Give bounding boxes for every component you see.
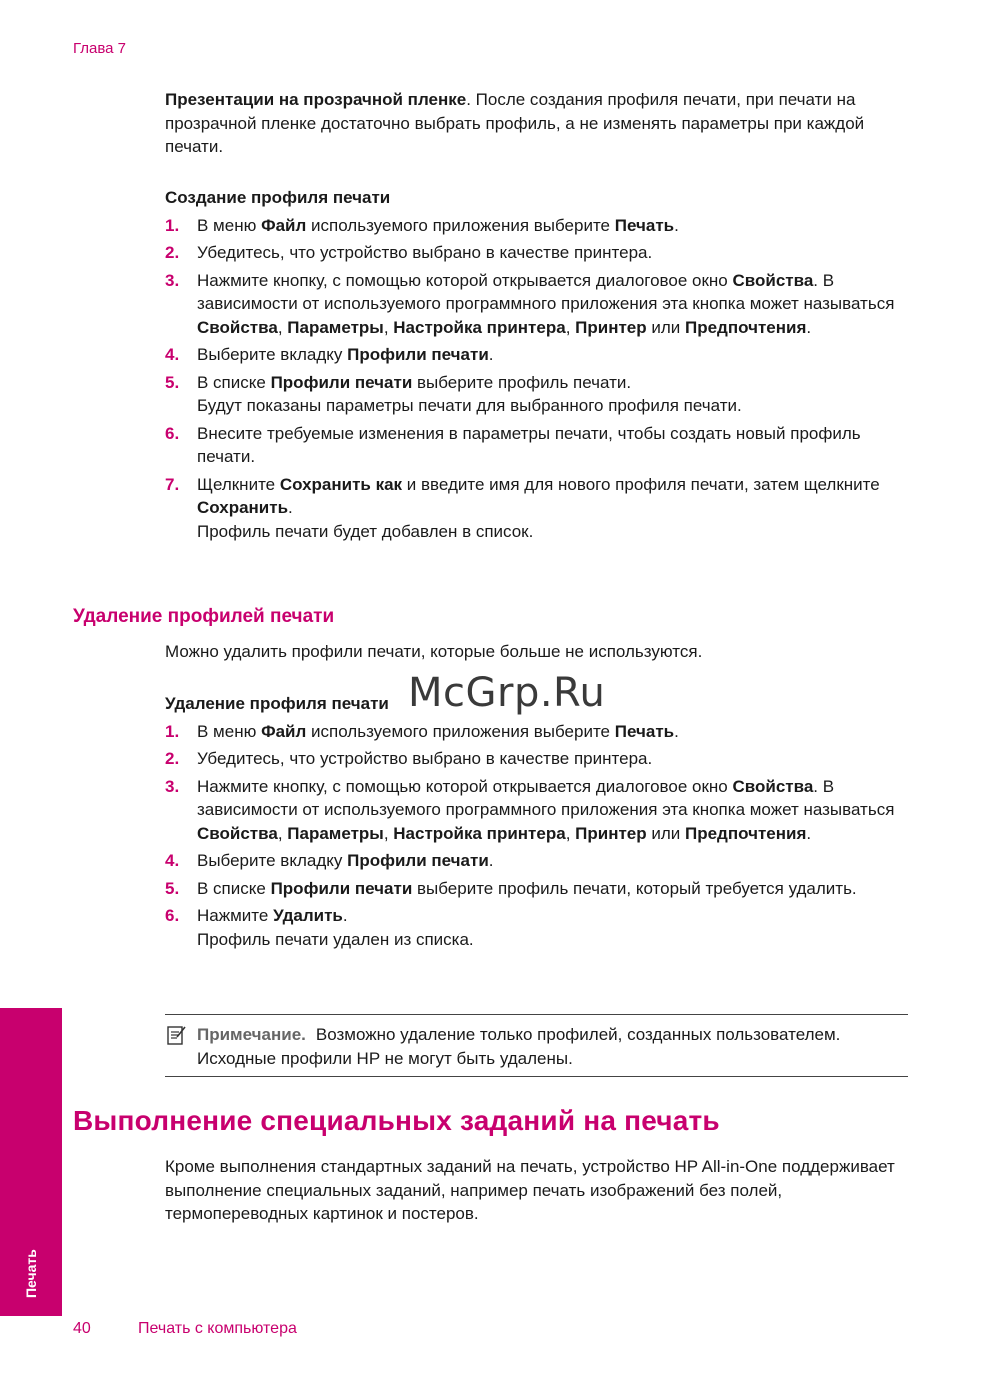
step-segment: Щелкните	[197, 474, 280, 494]
step-segment: Выберите вкладку	[197, 851, 348, 870]
step-number: 3.	[165, 270, 180, 290]
step-emphasis: Сохранить как	[279, 474, 403, 494]
step-segment: . В зависимости от используемого программного приложения эта кнопка может называться	[197, 270, 895, 313]
step-emphasis: Файл	[261, 215, 307, 235]
step-segment: ,	[277, 317, 288, 337]
step-emphasis: Печать	[614, 215, 675, 235]
step-segment: используемого приложения выберите	[306, 721, 615, 741]
step-text	[197, 904, 910, 928]
step-text	[197, 877, 910, 901]
step-emphasis: Профили печати	[347, 345, 489, 364]
intro-text: . После создания профиля печати, при печати на прозрачной пленке достаточно выбрать профиль, а не изменять параметры при каждой печати.	[165, 90, 865, 156]
note-box	[165, 1014, 908, 1077]
step-text	[197, 473, 910, 520]
step-emphasis: Параметры	[287, 823, 384, 843]
step-emphasis: Профили печати	[347, 851, 489, 870]
footer-title: Печать с компьютера	[138, 1320, 297, 1337]
step-emphasis: Свойства	[732, 776, 814, 796]
step-emphasis: Предпочтения	[685, 317, 807, 337]
step-emphasis: Предпочтения	[685, 823, 807, 843]
list-item	[165, 473, 910, 544]
step-segment: ,	[565, 823, 576, 843]
step-segment: используемого приложения выберите	[306, 215, 615, 235]
step-segment: Нажмите кнопку, с помощью которой открывается диалоговое окно	[197, 776, 733, 796]
list-item	[165, 747, 910, 771]
step-segment: .	[806, 317, 812, 337]
step-segment: Нажмите	[197, 906, 274, 925]
step-emphasis: Свойства	[197, 317, 278, 337]
step-segment: В меню	[197, 721, 262, 741]
step-segment: .	[674, 721, 679, 741]
list-item	[165, 904, 910, 951]
step-emphasis: Профили печати	[270, 878, 413, 898]
step-text	[197, 343, 910, 367]
list-item	[165, 371, 910, 418]
step-number: 2.	[165, 749, 180, 768]
step-segment: Убедитесь, что устройство выбрано в качестве принтера.	[197, 243, 653, 262]
step-emphasis: Настройка принтера	[393, 823, 566, 843]
list-item	[165, 849, 910, 873]
step-emphasis: Свойства	[732, 270, 814, 290]
intro-paragraph	[165, 88, 910, 159]
delete-intro-text: Можно удалить профили печати, которые больше не используются.	[165, 642, 703, 661]
step-text	[197, 720, 910, 744]
step-emphasis: Принтер	[575, 317, 647, 337]
list-item	[165, 214, 910, 238]
step-result: Профиль печати удален из списка.	[197, 929, 474, 949]
note-label: Примечание.	[197, 1025, 306, 1044]
list-item	[165, 269, 910, 340]
step-text	[197, 747, 910, 771]
step-text	[197, 371, 910, 395]
step-segment: Убедитесь, что устройство выбрано в качестве принтера.	[197, 749, 653, 768]
step-emphasis: Файл	[261, 721, 307, 741]
step-segment: выберите профиль печати.	[412, 372, 632, 392]
step-segment: В меню	[197, 215, 262, 235]
step-result: Профиль печати будет добавлен в список.	[197, 521, 534, 541]
step-number: 2.	[165, 243, 180, 262]
step-segment: выберите профиль печати, который требуется удалить.	[412, 878, 857, 898]
step-segment: .	[674, 215, 679, 235]
list-item	[165, 343, 910, 367]
step-segment: или	[646, 823, 685, 843]
step-text	[197, 241, 910, 265]
step-number: 5.	[165, 372, 180, 392]
list-item	[165, 720, 910, 744]
step-number: 1.	[165, 215, 180, 235]
step-segment: .	[488, 345, 494, 364]
note-text	[197, 1023, 908, 1070]
step-segment: или	[646, 317, 685, 337]
list-item	[165, 775, 910, 846]
step-number: 4.	[165, 851, 180, 870]
chapter-label: Глава 7	[73, 40, 127, 57]
step-emphasis: Принтер	[575, 823, 647, 843]
step-number: 1.	[165, 721, 180, 741]
step-segment: .	[342, 906, 348, 925]
list-item	[165, 422, 910, 469]
step-emphasis: Параметры	[287, 317, 384, 337]
step-emphasis: Удалить	[273, 906, 343, 925]
step-result: Будут показаны параметры печати для выбранного профиля печати.	[197, 396, 742, 415]
page-number: 40	[73, 1320, 91, 1337]
step-number: 5.	[165, 878, 180, 898]
step-emphasis: Печать	[614, 721, 675, 741]
delete-intro	[165, 640, 910, 664]
step-segment: .	[488, 851, 494, 870]
intro-bold: Презентации на прозрачной пленке	[165, 90, 467, 109]
step-segment: и введите имя для нового профиля печати, затем щелкните	[402, 474, 880, 494]
step-number: 4.	[165, 345, 180, 364]
special-heading: Выполнение специальных заданий на печать	[73, 1105, 720, 1136]
step-text	[197, 775, 910, 846]
special-paragraph	[165, 1155, 910, 1226]
step-number: 6.	[165, 906, 180, 925]
step-text	[197, 422, 910, 469]
step-number: 3.	[165, 776, 180, 796]
delete-procedure	[165, 692, 910, 955]
step-number: 7.	[165, 474, 180, 494]
step-text	[197, 269, 910, 340]
list-item	[165, 877, 910, 901]
step-segment: Внесите требуемые изменения в параметры печати, чтобы создать новый профиль печати.	[197, 423, 861, 466]
step-segment: В списке	[197, 372, 271, 392]
step-segment: В списке	[197, 878, 271, 898]
step-segment: .	[806, 823, 812, 843]
step-segment: .	[288, 498, 293, 517]
watermark: McGrp.Ru	[408, 670, 606, 716]
step-text	[197, 849, 910, 873]
create-procedure-title: Создание профиля печати	[165, 188, 391, 207]
step-emphasis: Сохранить	[197, 498, 289, 517]
special-text: Кроме выполнения стандартных заданий на печать, устройство HP All-in-One поддерживает выполнение специальных заданий, например печать изображений без полей, термопереводных картинок и постеров.	[165, 1157, 895, 1223]
step-emphasis: Настройка принтера	[393, 317, 566, 337]
delete-steps-list	[165, 720, 910, 952]
step-segment: ,	[383, 823, 394, 843]
step-emphasis: Профили печати	[270, 372, 413, 392]
create-procedure	[165, 186, 910, 547]
step-segment: ,	[277, 823, 288, 843]
section-sidebar-tab	[0, 1008, 62, 1316]
step-number: 6.	[165, 423, 180, 443]
step-segment: Выберите вкладку	[197, 345, 348, 364]
step-segment: ,	[565, 317, 576, 337]
delete-procedure-title: Удаление профиля печати	[165, 694, 389, 713]
step-emphasis: Свойства	[197, 823, 278, 843]
list-item	[165, 241, 910, 265]
step-segment: Нажмите кнопку, с помощью которой открывается диалоговое окно	[197, 270, 733, 290]
note-body: Возможно удаление только профилей, созданных пользователем. Исходные профили HP не могут быть удалены.	[197, 1025, 841, 1068]
note-icon	[165, 1024, 187, 1046]
sidebar-label: Печать	[23, 1249, 39, 1298]
create-steps-list	[165, 214, 910, 544]
step-segment: ,	[383, 317, 394, 337]
delete-section-heading: Удаление профилей печати	[73, 606, 335, 627]
step-text	[197, 214, 910, 238]
step-segment: . В зависимости от используемого программного приложения эта кнопка может называться	[197, 776, 895, 819]
